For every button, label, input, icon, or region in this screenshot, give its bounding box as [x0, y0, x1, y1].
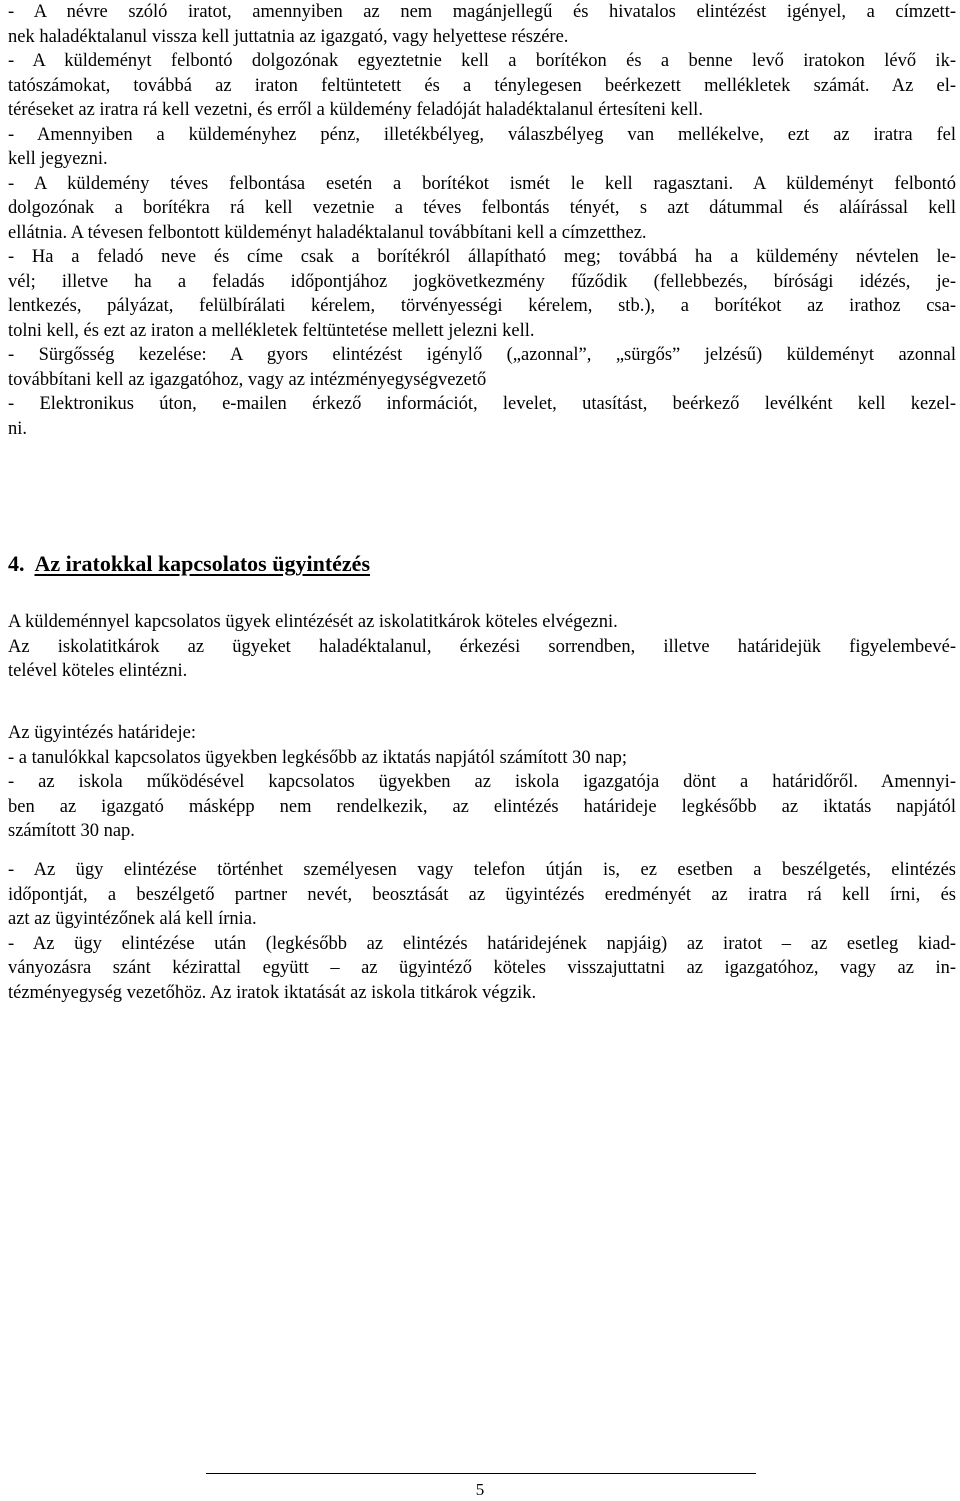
text-line: - Elektronikus úton, e-mailen érkező információt, levelet, utasítást, beérkező levélként kell kezel- [8, 394, 956, 414]
paragraph-handling [8, 858, 956, 1005]
text-line: tatószámokat, továbbá az iraton feltüntetett és a ténylegesen beérkezett mellékletek számát. Az el- [8, 75, 956, 96]
paragraph-incoming-mail-rules [8, 0, 956, 441]
text-line: ványozásra szánt kézirattal együtt – az ügyintéző köteles visszajuttatni az igazgatóhoz, vagy az in- [8, 958, 956, 978]
text-line: - A névre szóló iratot, amennyiben az nem magánjellegű és hivatalos elintézést igényel, a címzett- [8, 2, 956, 22]
text-line: téréseket az iratra rá kell vezetni, és erről a küldemény feladóját haladéktalanul értesíteni kell. [8, 100, 703, 120]
text-line: számított 30 nap. [8, 821, 135, 841]
text-line: ben az igazgató másképp nem rendelkezik, az elintézés határideje legkésőbb az iktatás napjától [8, 796, 956, 817]
text-line: - A küldemény téves felbontása esetén a borítékot ismét le kell ragasztani. A küldeményt felbontó [8, 173, 956, 194]
page-number: 5 [475, 1480, 485, 1499]
text-line: tolni kell, és ezt az iraton a mellékletek feltüntetése mellett jelezni kell. [8, 320, 535, 341]
text-line: ellátnia. A tévesen felbontott küldeményt haladéktalanul továbbítani kell a címzetthez. [8, 222, 647, 243]
text-line: nek haladéktalanul vissza kell juttatnia az igazgató, vagy helyettese részére. [8, 26, 569, 47]
text-line: ni. [8, 418, 28, 439]
section-heading [8, 549, 370, 579]
text-line: lentkezés, pályázat, felülbírálati kérelem, törvényességi kérelem, stb.), a borítékot az irathoz csa- [8, 296, 956, 316]
text-line: telével köteles elintézni. [8, 661, 188, 681]
text-line: vél; illetve ha a feladás időpontjához jogkövetkezmény fűződik (fellebbezés, bírósági idézés, je- [8, 271, 956, 292]
text-line: A küldeménnyel kapcsolatos ügyek elintézését az iskolatitkárok köteles elvégezni. [8, 612, 618, 632]
text-line: tézményegység vezetőhöz. Az iratok iktatását az iskola titkárok végzik. [8, 982, 537, 1003]
paragraph-deadlines [8, 721, 956, 844]
text-line: - Amennyiben a küldeményhez pénz, illetékbélyeg, válaszbélyeg van mellékelve, ezt az iratra fel [8, 124, 956, 145]
text-line: azt az ügyintézőnek alá kell írnia. [8, 909, 257, 929]
text-line: Az iskolatitkárok az ügyeket haladéktalanul, érkezési sorrendben, illetve határidejük figyelembevé- [8, 636, 956, 657]
text-line: továbbítani kell az igazgatóhoz, vagy az intézményegységvezető [8, 369, 487, 390]
footer-divider [206, 1473, 756, 1474]
section-number: 4. [8, 551, 25, 576]
text-line: - A küldeményt felbontó dolgozónak egyeztetnie kell a borítékon és a benne levő iratokon lévő ik- [8, 51, 956, 71]
text-line: - a tanulókkal kapcsolatos ügyekben legkésőbb az iktatás napjától számított 30 nap; [8, 747, 628, 768]
text-line: - az iskola működésével kapcsolatos ügyekben az iskola igazgatója dönt a határidőről. Amennyi- [8, 772, 956, 792]
text-line: időpontját, a beszélgető partner nevét, beosztását az ügyintézés eredményét az iratra rá kell írni, és [8, 884, 956, 905]
section-title: Az iratokkal kapcsolatos ügyintézés [34, 551, 370, 576]
text-line: kell jegyezni. [8, 149, 108, 169]
text-line: dolgozónak a borítékra rá kell vezetnie a téves felbontás tényét, s azt dátummal és aláírással kell [8, 198, 956, 218]
paragraph-responsibility [8, 610, 956, 684]
text-line: Az ügyintézés határideje: [8, 723, 196, 743]
text-line: - Sürgősség kezelése: A gyors elintézést igénylő („azonnal”, „sürgős” jelzésű) küldeményt azonnal [8, 345, 956, 365]
text-line: - Az ügy elintézése történhet személyesen vagy telefon útján is, ez esetben a beszélgetés, elintézés [8, 860, 956, 880]
text-line: - Ha a feladó neve és címe csak a borítékról állapítható meg; továbbá ha a küldemény névtelen le- [8, 247, 956, 267]
text-line: - Az ügy elintézése után (legkésőbb az elintézés határidejének napjáig) az iratot – az esetleg kiad- [8, 933, 956, 954]
